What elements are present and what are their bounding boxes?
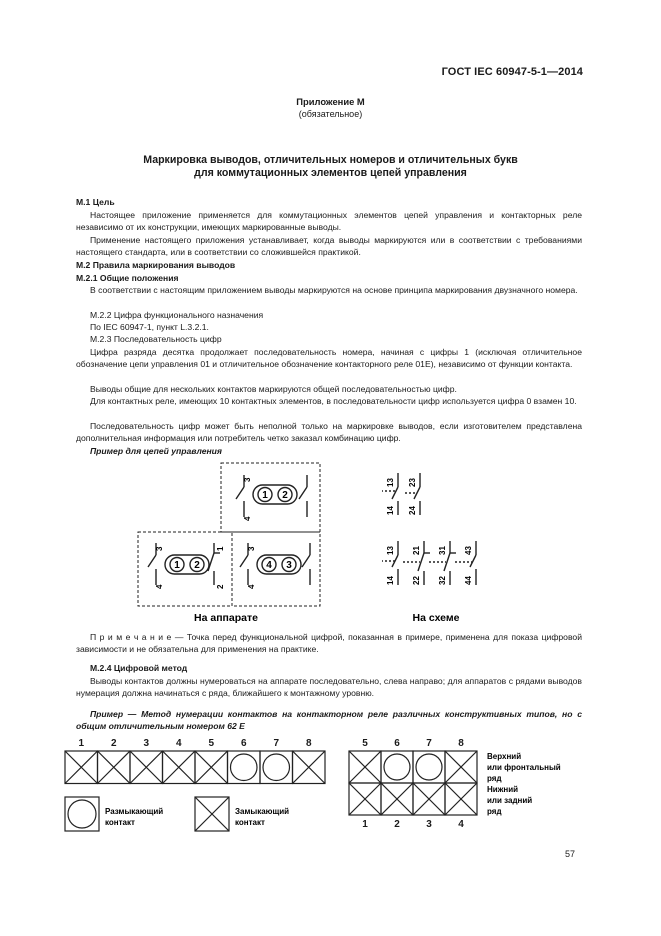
- closed-contact-cell: [445, 783, 477, 815]
- page-number: 57: [564, 849, 575, 859]
- device-left-id-1: 1: [174, 560, 180, 571]
- device-top-id-1: 1: [262, 490, 268, 501]
- right-top-contact-number: 7: [426, 738, 432, 749]
- right-top-contact-number: 6: [394, 738, 400, 749]
- right-bottom-contact-number: 4: [458, 819, 464, 830]
- section-m24-paragraph: Выводы контактов должны нумероваться на аппарате последовательно, слева направо; для аппаратов с рядами выводов нумерация должна начинаться с ряда, ближайшего к монтажному уровню.: [76, 676, 582, 699]
- terminal-marking-figure: [130, 455, 510, 630]
- right-top-contact-number: 5: [362, 738, 368, 749]
- section-m22-heading: М.2.2 Цифра функционального назначения: [90, 310, 264, 320]
- standard-header: ГОСТ IEC 60947-5-1—2014: [441, 66, 583, 78]
- note-text: — Точка перед функциональной цифрой, показанная в примере, применена для показа цифровой зависимости и не обязательна для применения на практике.: [76, 632, 582, 655]
- device-right-terminal-bottom: 4: [247, 584, 256, 589]
- legend-close-label-1: Замыкающий: [235, 807, 290, 816]
- section-m1-paragraph-2: Применение настоящего приложения устанавливает, когда выводы маркируются или в соответствии с требованиями настоящего стандарта, или в соответствии со сложившейся практикой.: [76, 235, 582, 258]
- scheme-top-24: 24: [408, 506, 417, 515]
- right-bottom-contact-number: 2: [394, 819, 400, 830]
- open-contact-cell: [381, 751, 413, 783]
- scheme-bottom-43: 43: [464, 546, 473, 555]
- contact-numbering-figure: [55, 735, 595, 835]
- note-label: П р и м е ч а н и е: [90, 632, 172, 642]
- closed-contact-cell: [98, 751, 131, 784]
- section-m23-paragraph-c: Для контактных реле, имеющих 10 контактных элементов, в последовательности цифр используется цифра 0 взамен 10.: [90, 396, 577, 406]
- main-title-line1: Маркировка выводов, отличительных номеров и отличительных букв: [143, 154, 518, 166]
- scheme-bottom-31: 31: [438, 546, 447, 555]
- closed-contact-cell: [445, 751, 477, 783]
- caption-on-device: На аппарате: [194, 612, 258, 624]
- section-m21-paragraph: В соответствии с настоящим приложением выводы маркируются на основе принципа маркирования двузначного номера.: [90, 285, 578, 295]
- main-title-line2: для коммутационных элементов цепей управления: [194, 167, 467, 179]
- device-right-terminal-top: 3: [247, 546, 256, 551]
- closed-contact-cell: [349, 751, 381, 783]
- device-left-nc-top: 1: [216, 546, 225, 551]
- right-bottom-contact-number: 3: [426, 819, 432, 830]
- scheme-bottom-13: 13: [386, 546, 395, 555]
- left-contact-number: 2: [110, 738, 117, 749]
- left-contact-number: 8: [305, 738, 312, 749]
- closed-contact-cell: [130, 751, 163, 784]
- caption-on-scheme: На схеме: [412, 612, 460, 624]
- open-contact-cell: [260, 751, 293, 784]
- left-contact-number: 1: [78, 738, 85, 749]
- scheme-top-23: 23: [408, 478, 417, 487]
- row-lower-label-1: Нижний: [487, 785, 519, 794]
- row-upper-label-3: ряд: [487, 774, 502, 783]
- closed-contact-cell: [65, 751, 98, 784]
- annex-status: (обязательное): [298, 109, 363, 119]
- scheme-bottom-44: 44: [464, 576, 473, 585]
- device-outline-dashed: [138, 463, 320, 606]
- scheme-bottom-contacts: [382, 541, 476, 585]
- device-top-terminal-top: 3: [243, 477, 252, 482]
- scheme-bottom-21: 21: [412, 546, 421, 555]
- scheme-top-13: 13: [386, 478, 395, 487]
- legend-open-label-2: контакт: [105, 818, 135, 827]
- open-contact-cell: [413, 751, 445, 783]
- section-m23-paragraph-d: Последовательность цифр может быть неполной только на маркировке выводов, если изготовителем представлена дополнительная информация или потребитель четко заказал комбинацию цифр.: [76, 421, 582, 444]
- left-contact-number: 7: [273, 738, 280, 749]
- left-contact-number: 3: [143, 738, 150, 749]
- row-lower-label-3: ряд: [487, 807, 502, 816]
- annex-title: Приложение М: [296, 96, 365, 107]
- section-m2-heading: М.2 Правила маркирования выводов: [76, 260, 236, 270]
- example-numbering-method: Пример — Метод нумерации контактов на контакторном реле различных конструктивных типов, но с общим отличительным номером 62 Е: [76, 709, 582, 732]
- row-lower-label-2: или задний: [487, 796, 533, 805]
- device-right-id-1: 4: [266, 560, 272, 571]
- device-left-terminal-top: 3: [155, 546, 164, 551]
- legend-open-symbol: [65, 797, 99, 831]
- closed-contact-cell: [381, 783, 413, 815]
- section-m24-heading: М.2.4 Цифровой метод: [90, 663, 188, 673]
- section-m1-heading: М.1 Цель: [76, 197, 115, 207]
- legend-close-symbol: [195, 797, 229, 831]
- device-top-id-2: 2: [282, 490, 288, 501]
- device-left-terminal-bottom: 4: [155, 584, 164, 589]
- left-contact-number: 6: [240, 738, 247, 749]
- left-contact-number: 4: [175, 738, 182, 749]
- note: [76, 631, 582, 655]
- section-m23-heading: М.2.3 Последовательность цифр: [90, 334, 222, 344]
- right-top-contact-number: 8: [458, 738, 464, 749]
- closed-contact-cell: [195, 751, 228, 784]
- row-upper-label-1: Верхний: [487, 752, 522, 761]
- closed-contact-cell: [349, 783, 381, 815]
- row-upper-label-2: или фронтальный: [487, 763, 561, 772]
- legend-open-label-1: Размыкающий: [105, 807, 164, 816]
- scheme-bottom-32: 32: [438, 576, 447, 585]
- closed-contact-cell: [163, 751, 196, 784]
- right-contact-grid: [349, 738, 477, 830]
- section-m1-paragraph-1: Настоящее приложение применяется для коммутационных элементов цепей управления и контакторных реле независимо от их конструкции, имеющих маркированные выводы.: [76, 210, 582, 233]
- section-m22-paragraph: По IEC 60947-1, пункт L.3.2.1.: [90, 322, 209, 332]
- section-m21-heading: М.2.1 Общие положения: [76, 273, 179, 283]
- scheme-top-14: 14: [386, 506, 395, 515]
- device-left-id-2: 2: [194, 560, 200, 571]
- device-right-id-2: 3: [286, 560, 292, 571]
- left-contact-number: 5: [208, 738, 215, 749]
- open-contact-cell: [228, 751, 261, 784]
- section-m23-paragraph-a: Цифра разряда десятка продолжает последовательность номера, начиная с цифры 1 (исключая отличительное обозначение цепи управления 01 и отличительное обозначение контакторного реле 01Е), независимо от функции контакта.: [76, 347, 582, 370]
- legend-close-label-2: контакт: [235, 818, 265, 827]
- example-control-circuits: Пример для цепей управления: [90, 446, 222, 456]
- section-m23-paragraph-b: Выводы общие для нескольких контактов маркируются общей последовательностью цифр.: [90, 384, 457, 394]
- device-top-terminal-bottom: 4: [243, 516, 252, 521]
- scheme-bottom-22: 22: [412, 576, 421, 585]
- closed-contact-cell: [293, 751, 326, 784]
- left-contact-row: [65, 738, 325, 784]
- device-left-nc-bottom: 2: [216, 584, 225, 589]
- right-bottom-contact-number: 1: [362, 819, 368, 830]
- scheme-bottom-14: 14: [386, 576, 395, 585]
- closed-contact-cell: [413, 783, 445, 815]
